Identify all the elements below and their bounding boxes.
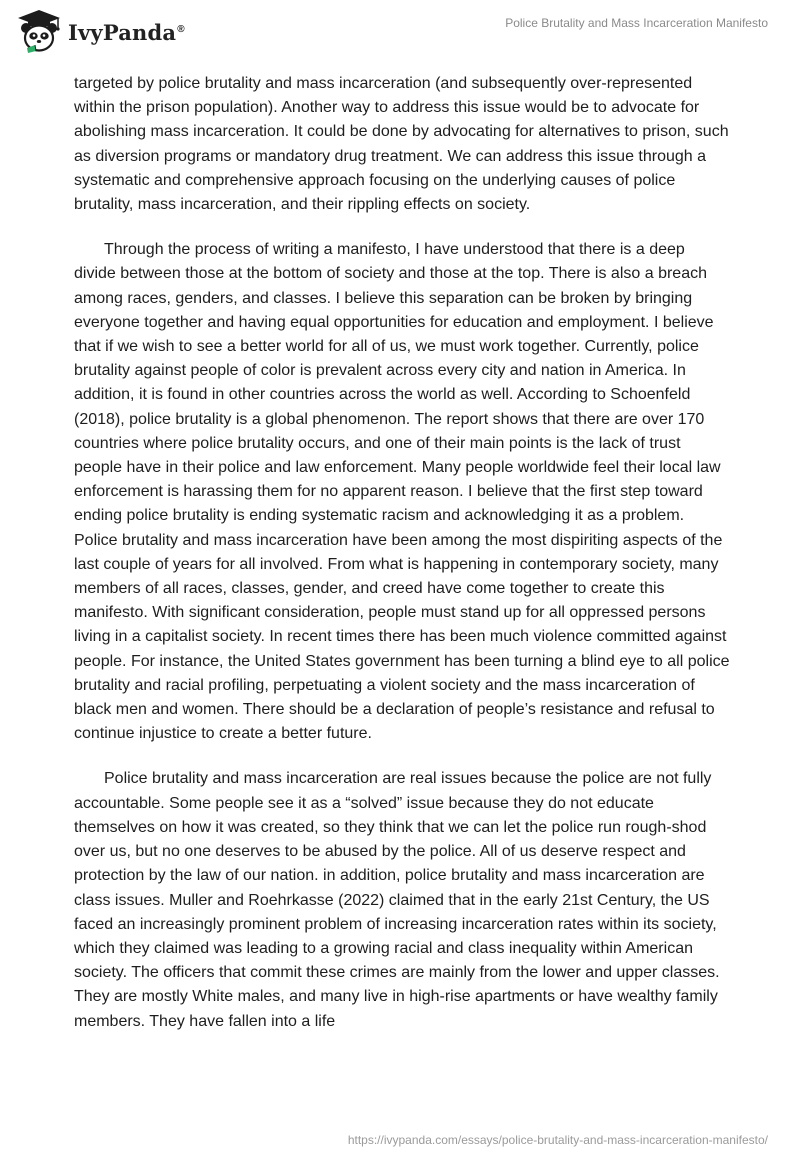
paragraph: Through the process of writing a manifesto, I have understood that there is a deep divide between those at the bottom of society and those at the top. There is also a breach among races, genders, and classes. I believe this separation can be broken by bringing everyone together and having equal opportunities for education and employment. I believe that if we wish to see a better world for all of us, we must work together. Currently, police brutality against people of color is prevalent across every city and nation in America. In addition, it is found in other countries across the world as well. According to Schoenfeld (2018), police brutality is a global phenomenon. The report shows that there are over 170 countries where police brutality occurs, and one of their main points is the lack of trust people have in their police and law enforcement. Many people worldwide feel their local law enforcement is harassing them for no apparent reason. I believe that the first step toward ending police brutality is ending systematic racism and acknowledging it as a problem. Police brutality and mass incarceration have been among the most dispiriting aspects of the last couple of years for all involved. From what is happening in contemporary society, many members of all races, classes, gender, and creed have come together to create this manifesto. With significant consideration, people must stand up for all oppressed persons living in a capitalist society. In recent times there has been much violence committed against people. For instance, the United States government has been turning a blind eye to all police brutality and racial profiling, perpetuating a violent society and the mass incarceration of black men and women. There should be a declaration of people’s resistance and refusal to continue injustice to create a better future.: [74, 241, 730, 743]
brand-logo[interactable]: [14, 6, 185, 58]
document-title: Police Brutality and Mass Incarceration Manifesto: [505, 16, 768, 30]
panda-graduate-icon: [14, 7, 64, 57]
paragraph: targeted by police brutality and mass incarceration (and subsequently over-represented within the prison population). Another way to address this issue would be to advocate for abolishing mass incarceration. It could be done by advocating for alternatives to prison, such as diversion programs or mandatory drug treatment. We can address this issue through a systematic and comprehensive approach focusing on the underlying causes of police brutality, mass incarceration, and their rippling effects on society.: [74, 75, 729, 214]
paragraph: Police brutality and mass incarceration are real issues because the police are not fully accountable. Some people see it as a “solved” issue because they do not educate themselves on how it was created, so they think that we can let the police run rough-shod over us, but no one deserves to be abused by the police. All of us deserve respect and protection by the law of our nation. in addition, police brutality and mass incarceration are class issues. Muller and Roehrkasse (2022) claimed that in the early 21st Century, the US faced an increasingly prominent problem of increasing incarceration rates within its society, which they claimed was leading to a growing racial and class inequality within American society. The officers that commit these crimes are mainly from the lower and upper classes. They are mostly White males, and many live in high-rise apartments or have wealthy family members. They have fallen into a life: [74, 770, 720, 1030]
essay-body: [74, 72, 730, 1055]
page-header: [0, 0, 800, 64]
brand-name: IvyPanda®: [68, 19, 185, 45]
registered-mark: ®: [177, 23, 185, 35]
source-url[interactable]: https://ivypanda.com/essays/police-brutality-and-mass-incarceration-manifesto/: [347, 1133, 768, 1147]
